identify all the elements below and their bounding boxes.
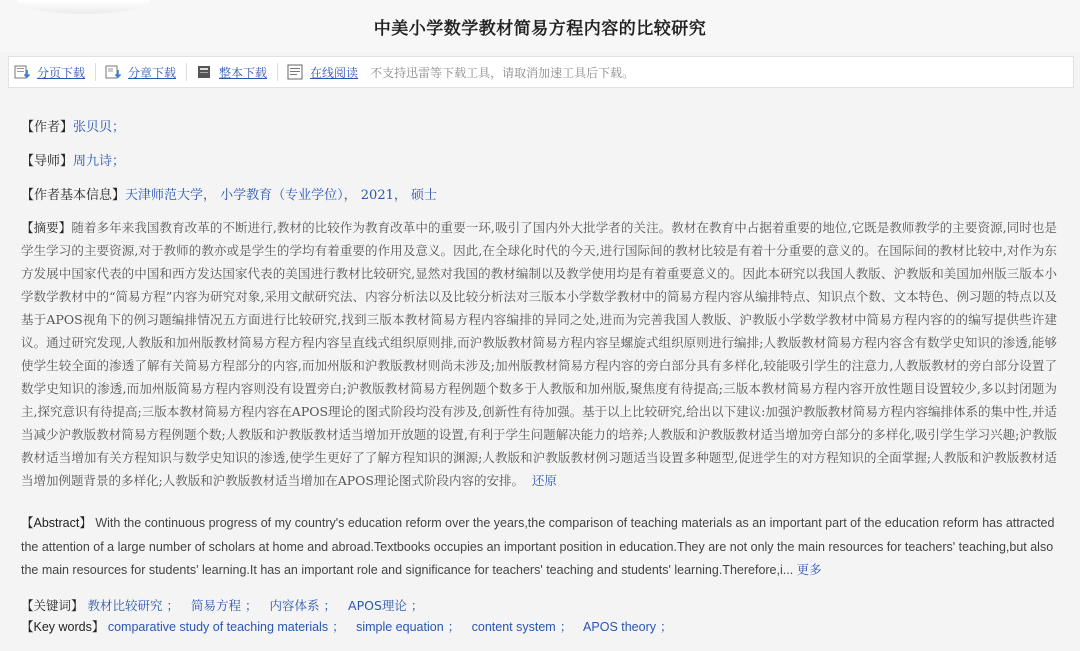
author-link[interactable]: 张贝贝； — [73, 120, 126, 135]
abstract-chinese — [21, 216, 1057, 492]
abstract-english — [21, 512, 1057, 583]
keywords-en-label: 【Key words】 — [21, 620, 105, 634]
keywords-cn-label: 【关键词】 — [21, 598, 84, 613]
abstract-label: 【摘要】 — [21, 220, 72, 235]
keywords-en-row: 【Key words】 comparative study of teaching materials ； simple equation ； content system ； APOS theory ； — [21, 620, 673, 634]
keyword-link[interactable]: APOS theory — [583, 620, 656, 634]
author-row — [21, 116, 125, 135]
abstract-text: 随着多年来我国教育改革的不断进行,教材的比较作为教育改革中的重要一环,吸引了国内外大批学者的关注。教材在教育中占据着重要的地位,它既是教师教学的主要资源,同时也是学生学习的主要资源,对于教师的教亦或是学生的学均有着重要的作用及意义。因此,在全球化时代的今天,进行国际间的教材比较是有着十分重要的意义的。在国际间的教材比较中,对作为东方发展中国家代表的中国和西方发达国家代表的美国进行教材比较研究,显然对我国的教材编制以及教学使用均是有着重要意义的。因此本研究以我国人教版、沪教版和美国加州版三版本小学数学教材中的“简易方程”内容为研究对象,采用文献研究法、内容分析法以及比较分析法对三版本小学数学教材中的简易方程内容从编排特点、知识点个数、文本特色、例习题的特点以及基于APOS视角下的例习题编排情况五方面进行比较研究,找到三版本教材简易方程内容编排的异同之处,进而为完善我国人教版、沪教版小学数学教材中简易方程内容的的编写提供些许建议。通过研究发现,人教版和加州版教材简易方程方程内容呈直线式组织原则排,而沪教版教材简易方程内容呈螺旋式组织原则进行编排;人教版教材简易方程内容含有数学史知识的渗透,能够使学生较全面的渗透了解有关简易方程部分的内容,而加州版和沪教版教材则尚未涉及;加州版教材简易方程内容的旁白部分具有多样化,较能吸引学生的注意力,人教版教材的旁白部分设置了数学史知识的渗透,而加州版简易方程内容则没有设置旁白;沪教版教材简易方程例题个数多于人教版和加州版,聚焦度有待提高;三版本教材简易方程内容开放性题目设置较少,多以封闭题为主,探究意识有待提高;三版本教材简易方程内容在APOS理论的图式阶段均没有涉及,创新性有待加强。基于以上比较研究,给出以下建议:加强沪教版教材简易方程内容编排体系的集中性,并适当减少沪教版教材简易方程例题个数;人教版和沪教版教材适当增加开放题的设置,有利于学生问题解决能力的培养;人教版和沪教版教材适当增加旁白部分的多样化,吸引学生学习兴趣;沪教版教材适当增加有关方程知识与数学史知识的渗透,使学生更好了了解方程知识的渊源;人教版和沪教版教材例习题适当设置多种题型,促进学生的对方程知识的全面掌握;人教版和沪教版教材适当增加例题背景的多样化;人教版和沪教版教材适当增加在APOS理论图式阶段内容的安排。 — [21, 220, 1057, 488]
download-chapters-icon — [105, 64, 123, 80]
download-chapters-button[interactable]: 分章下载 — [105, 64, 176, 81]
read-online-button[interactable]: 在线阅读 — [287, 64, 358, 81]
download-toolbar — [8, 56, 1074, 88]
advisor-link[interactable]: 周九诗； — [73, 154, 126, 169]
author-label: 【作者】 — [21, 120, 74, 135]
abstract-en-label: 【Abstract】 — [21, 516, 92, 530]
toolbar-divider — [186, 63, 187, 81]
read-online-icon — [287, 64, 305, 80]
page-title: 中美小学数学教材简易方程内容的比较研究 — [373, 18, 707, 39]
download-notice: 不支持迅雷等下载工具，请取消加速工具后下载。 — [370, 65, 635, 80]
keyword-link[interactable]: 简易方程 — [191, 598, 242, 613]
advisor-row — [21, 150, 125, 169]
restore-link[interactable]: 还原 — [531, 473, 557, 488]
abstract-en-text: With the continuous progress of my country's education reform over the years,the comparison of teaching materials as an important part of the education reform has attracted the attention of a large number of scholars at home and abroad.Textbooks occupies an important position in education.They are not only the main resources for teachers' teaching,but also the main resources for students' learning.It has an important role and significance for teachers' teaching and students' learning.Therefore,i... — [21, 516, 1055, 577]
more-link[interactable]: 更多 — [796, 563, 822, 577]
keyword-link[interactable]: 教材比较研究 — [87, 598, 163, 613]
keyword-link[interactable]: simple equation — [356, 620, 444, 634]
author-info-value[interactable]: 天津师范大学， 小学教育（专业学位）， 2021， 硕士 — [125, 188, 437, 203]
keyword-link[interactable]: 内容体系 — [269, 598, 320, 613]
title-bar — [0, 0, 1080, 52]
paper-details — [8, 94, 1074, 646]
keyword-link[interactable]: content system — [471, 620, 556, 634]
download-book-button[interactable]: 整本下载 — [196, 64, 267, 81]
download-pages-icon — [14, 64, 32, 80]
keyword-link[interactable]: APOS理论 — [348, 598, 407, 613]
download-pages-button[interactable]: 分页下载 — [14, 64, 85, 81]
author-info-row — [21, 184, 437, 203]
keyword-link[interactable]: comparative study of teaching materials — [107, 620, 329, 634]
toolbar-divider — [277, 63, 278, 81]
advisor-label: 【导师】 — [21, 154, 74, 169]
download-book-icon — [196, 64, 214, 80]
author-info-label: 【作者基本信息】 — [21, 188, 126, 203]
toolbar-divider — [95, 63, 96, 81]
keywords-cn-row: 【关键词】 教材比较研究 ； 简易方程 ； 内容体系 ； APOS理论 ； — [21, 598, 424, 613]
